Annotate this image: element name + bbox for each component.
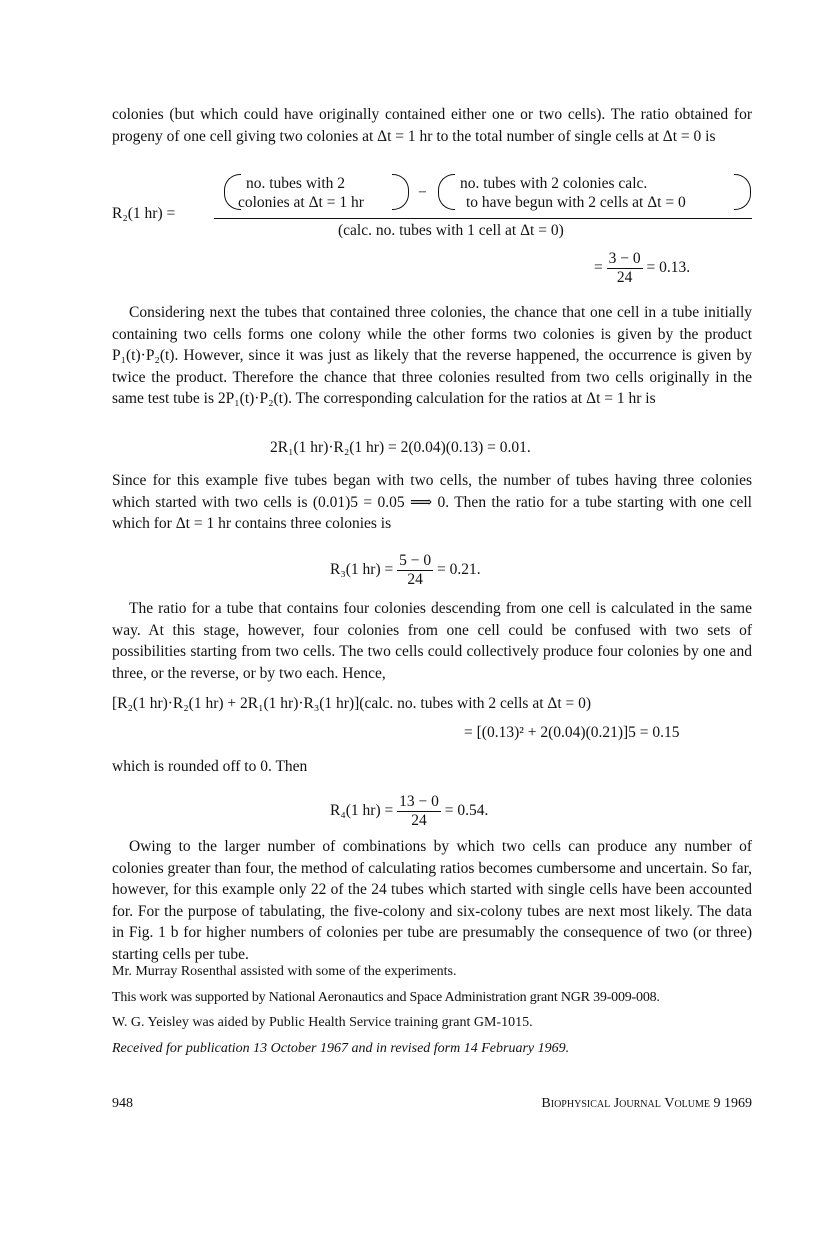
eq1-fraction-bar (214, 218, 752, 219)
eq5-frac-den: 24 (411, 812, 427, 829)
eq3-fraction (397, 552, 433, 589)
equation-product: 2R₁(1 hr)·R₂(1 hr) = 2(0.04)(0.13) = 0.01. (270, 439, 531, 456)
equation-r3 (330, 552, 481, 589)
equation-four-colony-line1: [R₂(1 hr)·R₂(1 hr) + 2R₁(1 hr)·R₃(1 hr)](calc. no. tubes with 2 cells at Δt = 0) (112, 695, 592, 712)
eq1-result: = 0.13. (646, 259, 691, 277)
eq1-lhs: R₂(1 hr) = (112, 205, 176, 222)
equation-r4 (330, 793, 488, 830)
eq3-frac-num: 5 − 0 (399, 552, 432, 569)
paragraph-2: Considering next the tubes that contained three colonies, the chance that one cell in a tube initially containing two cells forms one colony while the other forms two colonies is given by the product P₁(t)·P₂(t). However, since it was just as likely that the reverse happened, the occurrence is given by twice the product. Therefore the chance that three colonies resulted from two cells originally in the same test tube is 2P₁(t)·P₂(t). The corresponding calculation for the ratios at Δt = 1 hr is (112, 304, 752, 407)
eq3-lhs: R₃(1 hr) = (330, 561, 394, 579)
eq3-frac-den: 24 (407, 571, 423, 588)
journal-year: 1969 (724, 1096, 752, 1111)
journal-name: Biophysical Journal (541, 1096, 661, 1111)
paragraph-6: Owing to the larger number of combinations by which two cells can produce any number of colonies greater than four, the method of calculating ratios becomes cumbersome and uncertain. So far, however, for this example only 22 of the 24 tubes which started with single cells have been accounted for. For the purpose of tabulating, the five-colony and six-colony tubes are next most likely. The data in Fig. 1 b for higher numbers of colonies per tube are presumably the consequence of two (or three) starting cells per tube. (112, 838, 752, 963)
eq1-top-b-line1: no. tubes with 2 colonies calc. (460, 175, 648, 192)
eq5-fraction (397, 793, 441, 830)
eq1-minus: − (418, 184, 427, 201)
eq5-result: = 0.54. (444, 802, 489, 820)
eq1-frac-den: 24 (616, 269, 633, 286)
paragraph-1: colonies (but which could have originally contained either one or two cells). The ratio obtained for progeny of one cell giving two colonies at Δt = 1 hr to the total number of single cells at Δt = 0 is (112, 106, 752, 145)
eq1-result-row (594, 250, 690, 287)
acknowledgment-3: W. G. Yeisley was aided by Public Health Service training grant GM-1015. (112, 1015, 533, 1030)
eq1-paren-b-right (734, 174, 751, 210)
acknowledgment-1: Mr. Murray Rosenthal assisted with some of the experiments. (112, 964, 457, 979)
eq3-result: = 0.21. (436, 561, 481, 579)
eq1-top-b-line2: to have begun with 2 cells at Δt = 0 (466, 194, 686, 211)
running-footer (470, 1096, 752, 1112)
eq1-top-a-line1: no. tubes with 2 (246, 175, 346, 192)
eq5-lhs: R₄(1 hr) = (330, 802, 394, 820)
acknowledgment-2: This work was supported by National Aeronautics and Space Administration grant NGR 39-009-008. (112, 990, 660, 1005)
eq1-paren-a-right (392, 174, 409, 210)
eq5-frac-num: 13 − 0 (399, 793, 439, 810)
eq1-fraction (607, 250, 643, 287)
received-note: Received for publication 13 October 1967 and in revised form 14 February 1969. (112, 1041, 570, 1056)
paragraph-5: which is rounded off to 0. Then (112, 758, 308, 775)
equation-four-colony-line2: = [(0.13)² + 2(0.04)(0.21)]5 = 0.15 (464, 724, 680, 741)
paragraph-4: The ratio for a tube that contains four colonies descending from one cell is calculated in the same way. At this stage, however, four colonies from one cell could be confused with two sets of possibilities starting from two cells. The two cells could collectively produce four colonies by one and three, or the reverse, or by two each. Hence, (112, 600, 752, 682)
paragraph-3: Since for this example five tubes began with two cells, the number of tubes having three colonies which started with two cells is (0.01)5 = 0.05 ⟹ 0. Then the ratio for a tube starting with one cell which for Δt = 1 hr contains three colonies is (112, 472, 752, 532)
journal-volume: Volume 9 (664, 1096, 721, 1111)
eq1-paren-b-left (438, 174, 455, 210)
eq1-equals: = (594, 259, 603, 277)
eq1-denominator: (calc. no. tubes with 1 cell at Δt = 0) (338, 222, 564, 239)
eq1-top-a-line2: colonies at Δt = 1 hr (238, 194, 364, 211)
page-number: 948 (112, 1096, 133, 1111)
eq1-frac-num: 3 − 0 (608, 250, 641, 267)
